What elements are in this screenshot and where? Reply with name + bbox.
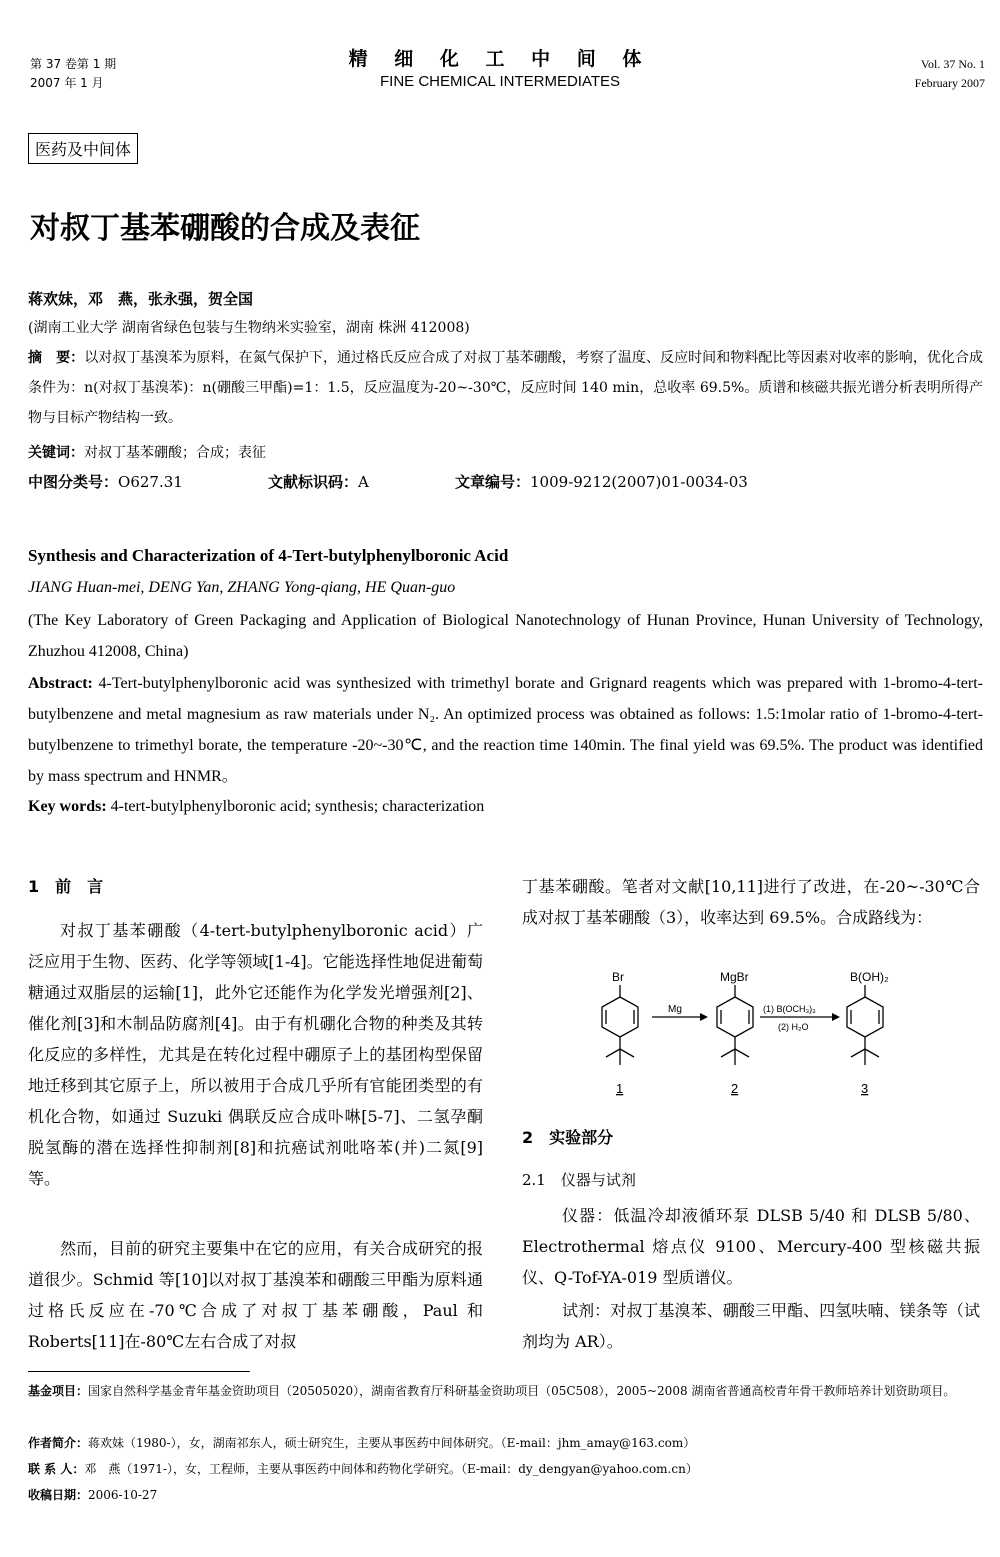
- journal-masthead: [300, 44, 700, 90]
- article-no-label: 文章编号：: [455, 473, 531, 491]
- doccode-label: 文献标识码：: [268, 473, 359, 491]
- abstract-en: [28, 668, 983, 792]
- article-title-cn: 对叔丁基苯硼酸的合成及表征: [30, 211, 420, 246]
- journal-title-cn: 精 细 化 工 中 间 体: [348, 48, 652, 70]
- header-issue-cn: [30, 55, 116, 93]
- header-date: 2007 年 1 月: [30, 76, 104, 90]
- abstract-cn: [28, 343, 983, 433]
- affiliation-cn: (湖南工业大学 湖南省绿色包装与生物纳米实验室，湖南 株洲 412008): [28, 320, 470, 336]
- clc-value: O627.31: [118, 473, 183, 491]
- keywords-cn-text: 对叔丁基苯硼酸；合成；表征: [84, 445, 266, 461]
- subsection-2-1-title: 2.1 仪器与试剂: [522, 1171, 636, 1189]
- header-volume: 第 37 卷第 1 期: [30, 57, 117, 71]
- journal-title-en: FINE CHEMICAL INTERMEDIATES: [379, 73, 621, 90]
- reagent-borate: (1) B(OCH₃)₃: [763, 1004, 816, 1014]
- synthesis-scheme: [560, 965, 920, 1100]
- footnote-received-text: 2006-10-27: [88, 1488, 158, 1502]
- footnote-author-label: 作者简介：: [28, 1436, 89, 1450]
- clc-line: [28, 471, 183, 492]
- keywords-cn: [28, 439, 983, 467]
- clc-label: 中图分类号：: [28, 473, 119, 491]
- arrow-1-head: [700, 1013, 708, 1021]
- abstract-en-text: 4-Tert-butylphenylboronic acid was synthesized with trimethyl borate and Grignard reagents which was prepared with 1-bromo-4-tert-butylbenzene and metal magnesium as raw materials under N₂. An optimized process was obtained as follows: 1.5:1molar ratio of 1-bromo-4-tert-butylbenzene to trimethyl borate, the temperature -20~-30℃, and the reaction time 140min. The final yield was 69.5%. The product was identified by mass spectrum and HNMR。: [28, 675, 984, 785]
- compound-label-1: 1: [616, 1081, 624, 1096]
- footnote-fund-label: 基金项目：: [28, 1384, 89, 1398]
- arrow-2-head: [832, 1013, 840, 1021]
- ring-2: [717, 997, 753, 1037]
- left-col-paragraph-2: 然而，目前的研究主要集中在它的应用，有关合成研究的报道很少。Schmid 等[10]以对叔丁基溴苯和硼酸三甲酯为原料通过格氏反应在-70℃合成了对叔丁基苯硼酸，Paul 和Roberts[11]在-80℃左右合成了对叔: [28, 1239, 483, 1351]
- instruments-paragraph: 仪器：低温冷却液循环泵 DLSB 5/40 和 DLSB 5/80、Electrothermal 熔点仪 9100、Mercury-400 型核磁共振仪、Q-Tof-YA-019 型质谱仪。: [522, 1206, 980, 1287]
- keywords-en-label: Key words:: [28, 798, 107, 815]
- keywords-cn-label: 关键词：: [28, 445, 84, 461]
- abstract-en-label: Abstract:: [28, 675, 93, 692]
- article-no-line: [455, 471, 748, 492]
- footnote-received: [28, 1484, 983, 1506]
- footnote-fund: [28, 1380, 983, 1402]
- reagent-water: (2) H₂O: [778, 1022, 809, 1032]
- header-vol-en: Vol. 37 No. 1: [920, 57, 985, 71]
- ring-1: [602, 997, 638, 1037]
- footnote-contact-text: 邓 燕（1971-），女，工程师，主要从事医药中间体和药物化学研究。（E-mail：dy_dengyan@yahoo.com.cn）: [84, 1462, 698, 1476]
- reagents-paragraph: 试剂：对叔丁基溴苯、硼酸三甲酯、四氢呋喃、镁条等（试剂均为 AR）。: [522, 1301, 980, 1351]
- compound-label-3: 3: [861, 1081, 869, 1096]
- substituent-boh2: B(OH)₂: [850, 970, 889, 984]
- footnote-author: [28, 1432, 983, 1454]
- affiliation-en: (The Key Laboratory of Green Packaging and Application of Biological Nanotechnology of Hunan Province, Hunan University of Technology, Zhuzhou 412008, China): [28, 612, 983, 660]
- substituent-mgbr: MgBr: [720, 970, 749, 984]
- keywords-en-text: 4-tert-butylphenylboronic acid; synthesis; characterization: [110, 798, 485, 815]
- footnote-received-label: 收稿日期：: [28, 1488, 89, 1502]
- authors-en: JIANG Huan-mei, DENG Yan, ZHANG Yong-qiang, HE Quan-guo: [28, 579, 456, 596]
- footnote-fund-text: 国家自然科学基金青年基金资助项目（20505020），湖南省教育厅科研基金资助项目（05C508），2005~2008 湖南省普通高校青年骨干教师培养计划资助项目。: [88, 1384, 956, 1398]
- footnote-contact-label: 联 系 人：: [28, 1462, 85, 1476]
- section-1-title: 1 前 言: [28, 877, 104, 896]
- reagent-mg: Mg: [668, 1004, 682, 1015]
- section-tag: 医药及中间体: [28, 133, 138, 164]
- header-date-en: February 2007: [914, 76, 985, 90]
- right-col-paragraph-1: 丁基苯硼酸。笔者对文献[10,11]进行了改进，在-20~-30℃合成对叔丁基苯硼酸（3），收率达到 69.5%。合成路线为：: [522, 877, 980, 927]
- footnote-author-text: 蒋欢妹（1980-），女，湖南祁东人，硕士研究生，主要从事医药中间体研究。（E-mail：jhm_amay@163.com）: [88, 1436, 696, 1450]
- doccode-line: [268, 471, 369, 492]
- compound-label-2: 2: [731, 1081, 739, 1096]
- authors-cn: 蒋欢妹，邓 燕，张永强，贺全国: [28, 290, 254, 308]
- keywords-en: [28, 793, 983, 821]
- left-col-paragraph-1: 对叔丁基苯硼酸（4-tert-butylphenylboronic acid）广泛应用于生物、医药、化学等领域[1-4]。它能选择性地促进葡萄糖通过双脂层的运输[1]，此外它还能作为化学发光增强剂[2]、催化剂[3]和木制品防腐剂[4]。由于有机硼化合物的种类及其转化反应的多样性，尤其是在转化过程中硼原子上的基团构型保留地迁移到其它原子上，所以被用于合成几乎所有官能团类型的有机化合物，如通过 Suzuki 偶联反应合成卟啉[5-7]、二氢孕酮脱氢酶的潜在选择性抑制剂[8]和抗癌试剂吡咯苯(并)二氮[9]等。: [28, 921, 483, 1188]
- footnote-rule: [28, 1371, 250, 1372]
- article-title-en: Synthesis and Characterization of 4-Tert-butylphenylboronic Acid: [28, 546, 509, 565]
- header-issue-en: [915, 55, 985, 93]
- section-2-title: 2 实验部分: [522, 1128, 614, 1147]
- footnote-contact: [28, 1458, 983, 1480]
- abstract-cn-text: 以对叔丁基溴苯为原料，在氮气保护下，通过格氏反应合成了对叔丁基苯硼酸，考察了温度、反应时间和物料配比等因素对收率的影响，优化合成条件为：n(对叔丁基溴苯)：n(硼酸三甲酯)=1：1.5，反应温度为-20~-30℃，反应时间 140 min，总收率 69.5%。质谱和核磁共振光谱分析表明所得产物与目标产物结构一致。: [28, 350, 984, 426]
- ring-3: [847, 997, 883, 1037]
- abstract-cn-label: 摘 要：: [28, 350, 85, 366]
- substituent-br: Br: [612, 970, 624, 984]
- doccode-value: A: [358, 473, 369, 491]
- article-no-value: 1009-9212(2007)01-0034-03: [530, 473, 748, 491]
